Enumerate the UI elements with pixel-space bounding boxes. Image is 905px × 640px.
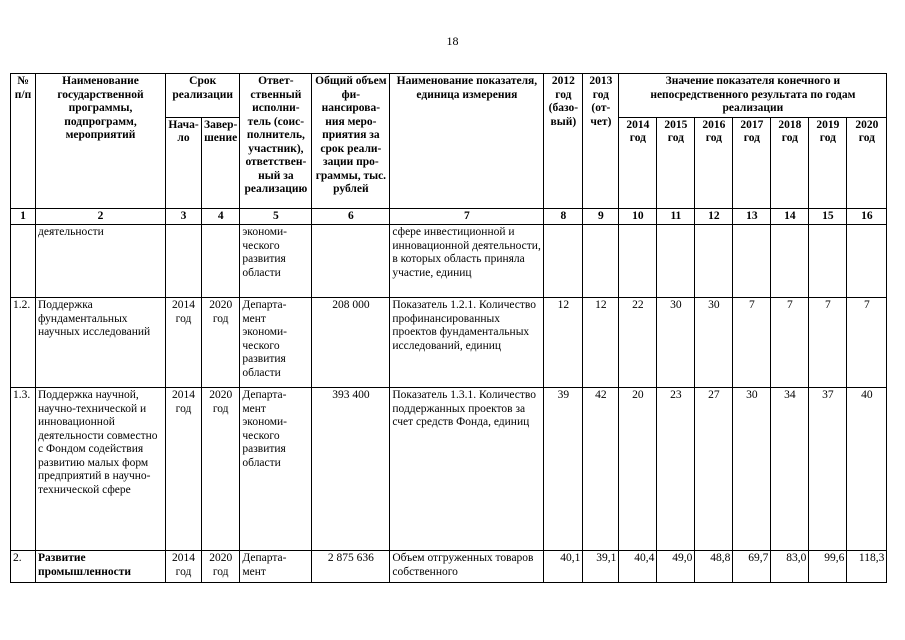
table-row	[11, 298, 887, 388]
row-value-2016: 48,8	[695, 551, 733, 583]
row-value-2012: 40,1	[544, 551, 583, 583]
row-value-2015: 49,0	[657, 551, 695, 583]
table-row	[11, 225, 887, 298]
row-indicator: сфере инвестиционной и инновационной деятельности, в которых область приняла участие, единиц	[390, 225, 544, 298]
column-number: 8	[544, 208, 583, 225]
column-number: 5	[240, 208, 312, 225]
column-number: 7	[390, 208, 544, 225]
column-number: 9	[583, 208, 619, 225]
row-name: деятельности	[36, 225, 166, 298]
row-name: Развитие промышленности	[36, 551, 166, 583]
row-volume: 393 400	[312, 388, 390, 551]
column-number: 6	[312, 208, 390, 225]
header-year-2016: 2016 год	[695, 117, 733, 208]
row-value-2016	[695, 225, 733, 298]
header-2013: 2013 год (от-чет)	[583, 74, 619, 209]
row-value-2018: 34	[771, 388, 809, 551]
row-name: Поддержка научной, научно-технической и инновационной деятельности совместно с Фондом содействия развитию малых форм предприятий в научно-технической сфере	[36, 388, 166, 551]
row-value-2015: 23	[657, 388, 695, 551]
header-year-2019: 2019 год	[809, 117, 847, 208]
page-number: 18	[446, 34, 459, 48]
column-number: 2	[36, 208, 166, 225]
row-volume	[312, 225, 390, 298]
row-value-2020: 7	[847, 298, 887, 388]
header-year-2017: 2017 год	[733, 117, 771, 208]
row-value-2012: 39	[544, 388, 583, 551]
header-start: Нача-ло	[166, 117, 202, 208]
row-value-2019: 99,6	[809, 551, 847, 583]
header-name: Наименование государственной программы, подпрограмм, мероприятий	[36, 74, 166, 209]
header-2012: 2012 год (базо-вый)	[544, 74, 583, 209]
header-year-2020: 2020 год	[847, 117, 887, 208]
row-indicator: Объем отгруженных товаров собственного	[390, 551, 544, 583]
column-numbers-row	[11, 208, 887, 225]
row-volume: 2 875 636	[312, 551, 390, 583]
column-number: 13	[733, 208, 771, 225]
column-number: 12	[695, 208, 733, 225]
row-indicator: Показатель 1.2.1. Количество профинансированных проектов фундаментальных исследований, единиц	[390, 298, 544, 388]
row-name: Поддержка фундаментальных научных исследований	[36, 298, 166, 388]
row-value-2013: 39,1	[583, 551, 619, 583]
table-row	[11, 388, 887, 551]
header-num: № п/п	[11, 74, 36, 209]
row-value-2020: 40	[847, 388, 887, 551]
column-number: 14	[771, 208, 809, 225]
row-value-2019: 7	[809, 298, 847, 388]
row-value-2014: 22	[619, 298, 657, 388]
row-value-2014	[619, 225, 657, 298]
row-value-2012: 12	[544, 298, 583, 388]
header-end: Завер-шение	[202, 117, 240, 208]
row-executor: Департа-мент экономи-ческого развития области	[240, 388, 312, 551]
row-value-2019: 37	[809, 388, 847, 551]
row-value-2016: 27	[695, 388, 733, 551]
column-number: 15	[809, 208, 847, 225]
column-number: 4	[202, 208, 240, 225]
row-num	[11, 225, 36, 298]
row-executor: Департа-мент	[240, 551, 312, 583]
row-value-2017: 69,7	[733, 551, 771, 583]
row-value-2014: 20	[619, 388, 657, 551]
row-executor: Департа-мент экономи-ческого развития области	[240, 298, 312, 388]
row-value-2014: 40,4	[619, 551, 657, 583]
row-start	[166, 225, 202, 298]
row-end	[202, 225, 240, 298]
row-value-2019	[809, 225, 847, 298]
header-volume: Общий объем фи-нансирова-ния меро-приятия за срок реали-зации про-граммы, тыс. рублей	[312, 74, 390, 209]
header-executor: Ответ-ственный исполни-тель (соис-полнитель, участник), ответствен-ный за реализацию	[240, 74, 312, 209]
column-number: 10	[619, 208, 657, 225]
row-value-2018: 83,0	[771, 551, 809, 583]
row-value-2018	[771, 225, 809, 298]
row-value-2016: 30	[695, 298, 733, 388]
row-indicator: Показатель 1.3.1. Количество поддержанных проектов за счет средств Фонда, единиц	[390, 388, 544, 551]
row-num: 1.2.	[11, 298, 36, 388]
column-number: 3	[166, 208, 202, 225]
header-year-2015: 2015 год	[657, 117, 695, 208]
row-value-2015	[657, 225, 695, 298]
row-executor: экономи-ческого развития области	[240, 225, 312, 298]
row-start: 2014 год	[166, 298, 202, 388]
indicators-table	[10, 73, 887, 583]
header-indicator: Наименование показателя, единица измерения	[390, 74, 544, 209]
row-value-2013: 12	[583, 298, 619, 388]
row-end: 2020 год	[202, 551, 240, 583]
row-value-2020	[847, 225, 887, 298]
header-period: Срок реализации	[166, 74, 240, 118]
row-start: 2014 год	[166, 551, 202, 583]
column-number: 16	[847, 208, 887, 225]
table-row	[11, 551, 887, 583]
row-end: 2020 год	[202, 388, 240, 551]
row-value-2017	[733, 225, 771, 298]
row-value-2017: 7	[733, 298, 771, 388]
header-values-title: Значение показателя конечного и непосредственного результата по годам реализации	[619, 74, 887, 118]
header-year-2018: 2018 год	[771, 117, 809, 208]
header-year-2014: 2014 год	[619, 117, 657, 208]
row-value-2013: 42	[583, 388, 619, 551]
row-start: 2014 год	[166, 388, 202, 551]
row-value-2018: 7	[771, 298, 809, 388]
row-value-2020: 118,3	[847, 551, 887, 583]
row-end: 2020 год	[202, 298, 240, 388]
column-number: 11	[657, 208, 695, 225]
column-number: 1	[11, 208, 36, 225]
row-num: 2.	[11, 551, 36, 583]
row-value-2013	[583, 225, 619, 298]
row-value-2012	[544, 225, 583, 298]
header-row-1	[11, 74, 887, 118]
row-volume: 208 000	[312, 298, 390, 388]
row-num: 1.3.	[11, 388, 36, 551]
row-value-2015: 30	[657, 298, 695, 388]
row-value-2017: 30	[733, 388, 771, 551]
